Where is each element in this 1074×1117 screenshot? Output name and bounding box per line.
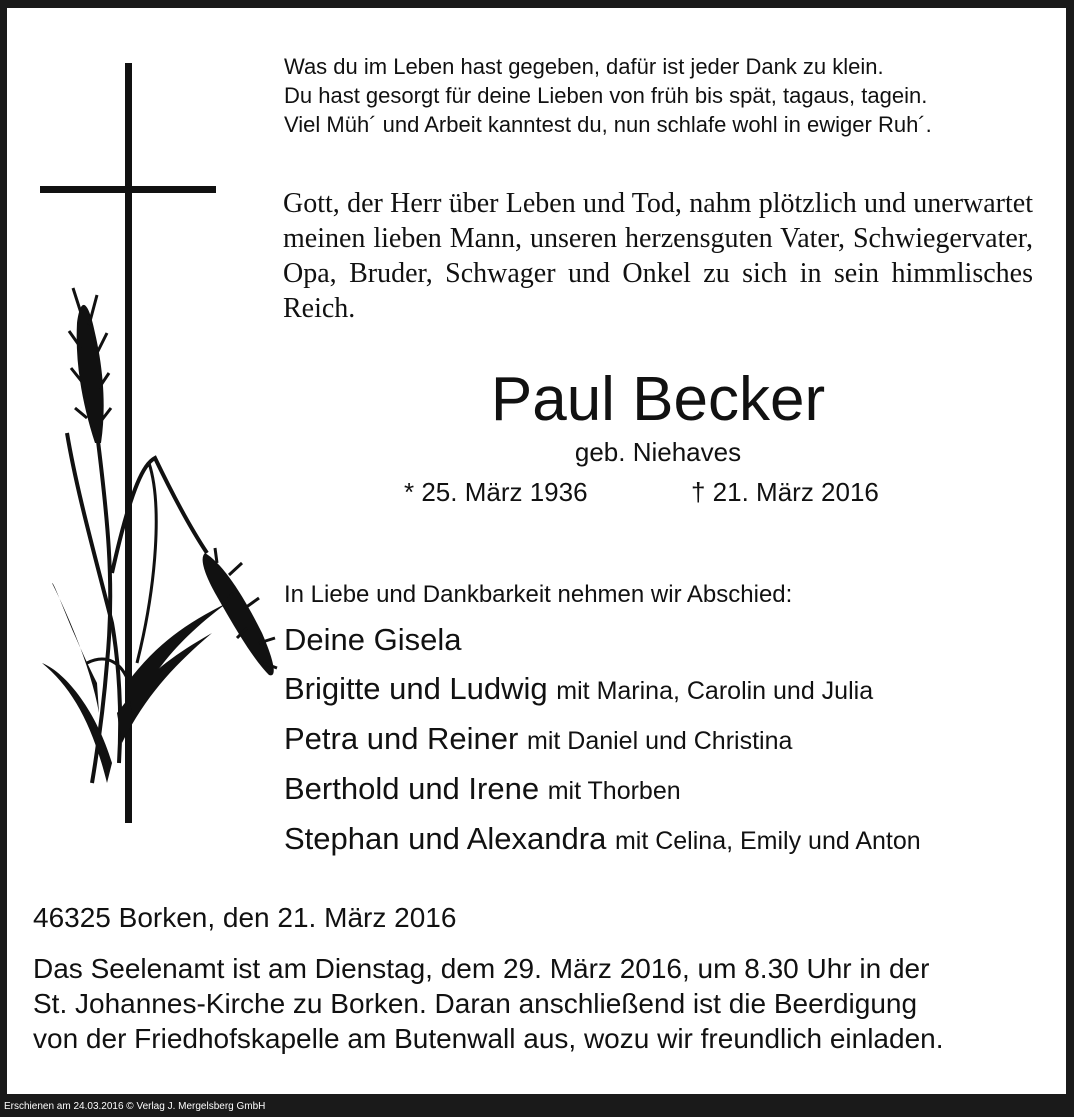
obituary-card [7,8,1066,1094]
poem-line: Viel Müh´ und Arbeit kanntest du, nun schlafe wohl in ewiger Ruh´. [284,112,932,137]
poem-line: Was du im Leben hast gegeben, dafür ist jeder Dank zu klein. [284,54,884,79]
family-couple: Brigitte und Ludwig [284,671,548,706]
mourner-wife: Deine Gisela [284,622,462,657]
birth-name: geb. Niehaves [574,437,742,467]
service-line: von der Friedhofskapelle am Butenwall aus, wozu wir freundlich einladen. [33,1023,944,1054]
poem [284,52,932,139]
family-couple: Stephan und Alexandra [284,821,607,856]
service-line: St. Johannes-Kirche zu Borken. Daran anschließend ist die Beerdigung [33,988,918,1019]
family-children: mit Marina, Carolin und Julia [556,677,874,705]
mourner-family [284,719,792,761]
deceased-name: Paul Becker [490,365,826,434]
family-children: mit Celina, Emily und Anton [614,827,921,855]
service-line: Das Seelenamt ist am Dienstag, dem 29. März 2016, um 8.30 Uhr in der [33,953,930,984]
announcement-text: Gott, der Herr über Leben und Tod, nahm plötzlich und unerwartet meinen lieben Mann, unseren herzensguten Vater, Schwiegervater, Opa, Bruder, Schwager und Onkel zu sich in sein himmlisches Reich. [283,188,1033,324]
family-couple: Petra und Reiner [284,721,519,756]
mourner-family [284,819,921,861]
family-children: mit Daniel und Christina [527,727,793,755]
death-date: † 21. März 2016 [691,477,879,507]
service-notice [33,951,944,1056]
mourner-family [284,769,681,811]
mourner-family [284,669,873,711]
cross-and-wheat-icon [37,63,287,833]
publication-footer: Erschienen am 24.03.2016 © Verlag J. Mergelsberg GmbH [4,1101,266,1112]
family-couple: Berthold und Irene [284,771,540,806]
place-date: 46325 Borken, den 21. März 2016 [33,902,457,933]
birth-date: * 25. März 1936 [404,477,588,507]
poem-line: Du hast gesorgt für deine Lieben von früh bis spät, tagaus, tagein. [284,83,928,108]
mourners-intro: In Liebe und Dankbarkeit nehmen wir Abschied: [284,581,793,608]
family-children: mit Thorben [547,777,681,805]
